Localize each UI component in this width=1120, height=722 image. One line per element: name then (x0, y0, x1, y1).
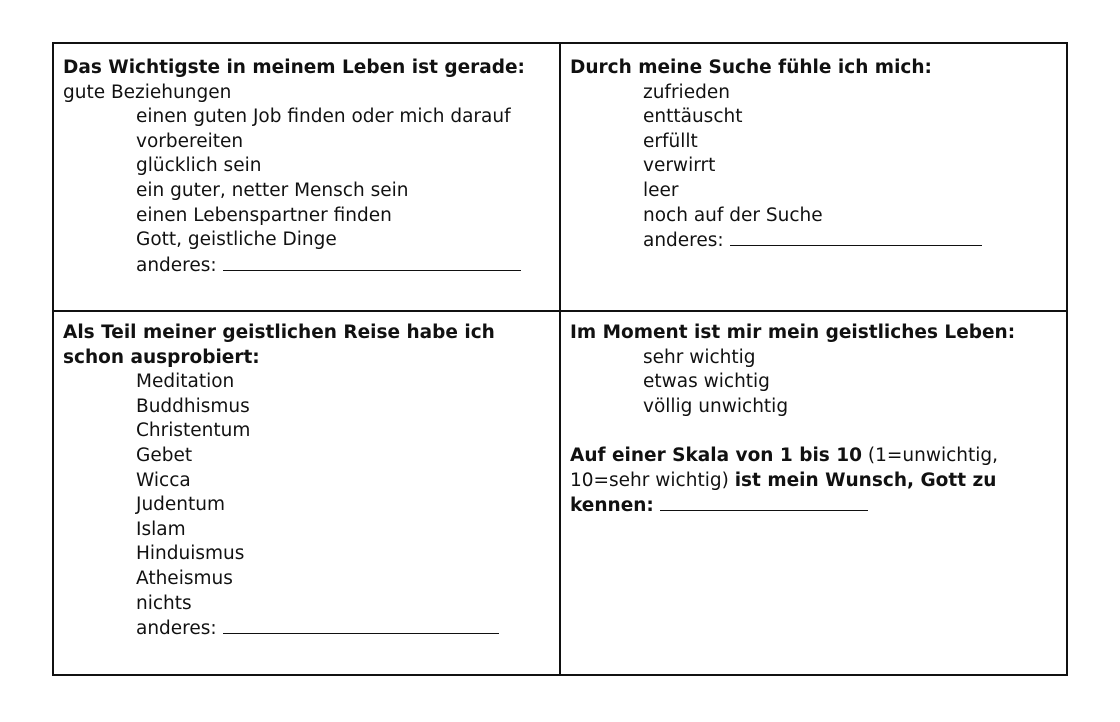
question-3-cell (63, 321, 553, 642)
column-divider (559, 44, 561, 674)
question-2-option[interactable]: enttäuscht (643, 106, 743, 128)
question-1-cell (63, 56, 553, 278)
scale-answer-blank[interactable] (660, 493, 868, 511)
question-2-title: Durch meine Suche fühle ich mich: (570, 57, 932, 78)
question-3-option[interactable]: Wicca (136, 469, 191, 491)
question-2-other-label: anderes: (643, 230, 724, 252)
question-1-option[interactable]: gute Beziehungen (63, 81, 232, 103)
question-3-option[interactable]: Gebet (136, 444, 193, 466)
question-3-option[interactable]: Judentum (136, 494, 226, 516)
question-1-option[interactable]: glücklich sein (136, 155, 262, 177)
scale-question-start: Auf einer Skala von 1 bis 10 (570, 444, 862, 466)
question-2-other (570, 228, 1060, 254)
question-3-other-label: anderes: (136, 618, 217, 640)
scale-question-end: ist mein Wunsch, Gott zu kennen: (570, 469, 997, 517)
question-1-other (63, 253, 553, 279)
row-divider (54, 310, 1066, 312)
survey-table (52, 42, 1068, 676)
question-2-option[interactable]: zufrieden (643, 81, 730, 103)
question-1-other-blank[interactable] (223, 253, 521, 271)
question-2-option[interactable]: leer (643, 179, 679, 201)
question-4-option[interactable]: etwas wichtig (643, 371, 770, 393)
question-4-option[interactable]: sehr wichtig (643, 346, 756, 368)
question-2-option[interactable]: erfüllt (643, 130, 698, 152)
question-2-option[interactable]: noch auf der Suche (643, 204, 823, 226)
question-2-other-blank[interactable] (730, 228, 982, 246)
question-1-option[interactable]: einen guten Job finden oder mich darauf vorbereiten (136, 106, 511, 152)
question-3-option[interactable]: Atheismus (136, 567, 233, 589)
question-2-cell (570, 56, 1060, 254)
question-4-title: Im Moment ist mir mein geistliches Leben: (570, 322, 1016, 343)
question-1-option[interactable]: ein guter, netter Mensch sein (136, 179, 409, 201)
question-3-title: Als Teil meiner geistlichen Reise habe ich schon ausprobiert: (63, 322, 495, 368)
scale-question (570, 444, 1010, 519)
question-3-option[interactable]: nichts (136, 592, 192, 614)
question-3-option[interactable]: Islam (136, 518, 186, 540)
question-1-title: Das Wichtigste in meinem Leben ist gerade: (63, 57, 525, 78)
question-3-option[interactable]: Christentum (136, 420, 251, 442)
question-4-option[interactable]: völlig unwichtig (643, 395, 789, 417)
question-3-other-blank[interactable] (223, 616, 499, 634)
question-3-option[interactable]: Buddhismus (136, 395, 250, 417)
question-1-other-label: anderes: (136, 254, 217, 276)
question-3-option[interactable]: Hinduismus (136, 543, 245, 565)
spacer (570, 419, 1060, 444)
question-3-other (63, 616, 553, 642)
question-2-option[interactable]: verwirrt (643, 155, 716, 177)
question-3-option[interactable]: Meditation (136, 371, 235, 393)
scale-question-range: (1=unwichtig, 10=sehr wichtig) (570, 444, 999, 491)
question-4-cell (570, 321, 1060, 519)
question-1-option[interactable]: einen Lebenspartner finden (136, 204, 392, 226)
question-1-option[interactable]: Gott, geistliche Dinge (136, 229, 337, 251)
